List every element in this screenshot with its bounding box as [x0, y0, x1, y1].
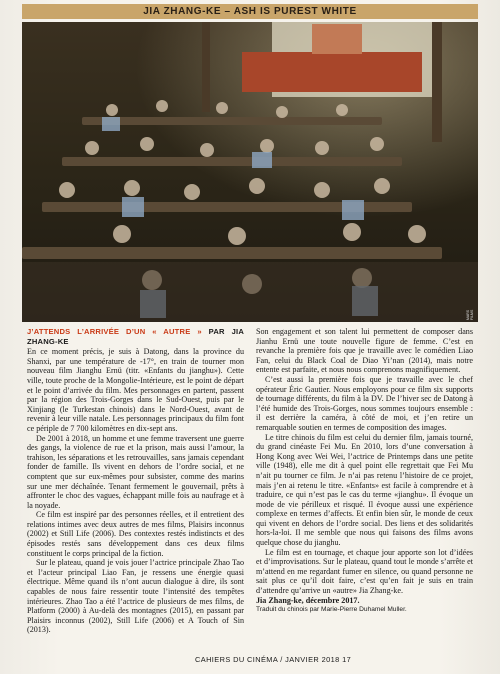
signature: Jia Zhang-ke, décembre 2017.	[256, 595, 360, 605]
paragraph: Le film est en tournage, et chaque jour apporte son lot d’idées et d’improvisations. Sur le plateau, quand tout le monde s’arrête et m’attend en me regardant fumer en silence, ou quand personne ne sait plus ce qu’il doit faire, c’est qu’en fait je suis en train d’attendre qu’arrive un «autre» Jia Zhang-ke.	[256, 547, 473, 596]
paragraph: De 2001 à 2018, un homme et une femme traversent une guerre des gangs, la violence de rue et la prison, mais aussi l’amour, la trahison, les séparations et les retrouvailles, sans jamais cependant fonder de famille. Ils vivent en dehors de l’ordre social, et ne comptent que sur eux-mêmes pour subsister, comme des marins sur une mer déchaînée. Tenant fermement le gouvernail, prêts à affronter le choc des vagues, échappant mille fois au naufrage et à la noyade.	[27, 433, 244, 510]
article-right-column	[256, 327, 473, 615]
page-header-title: JIA ZHANG-KE – ASH IS PUREST WHITE	[143, 6, 357, 17]
article-left-column	[27, 327, 244, 635]
page-footer: CAHIERS DU CINÉMA / JANVIER 2018 17	[195, 655, 352, 664]
article-kicker	[27, 327, 244, 346]
photo-credit: MARS FILMS	[466, 309, 474, 320]
paragraph: En ce moment précis, je suis à Datong, dans la province du Shanxi, par une température de -17°, en train de tourner mon nouveau film Jianghu Ernü (titr. «Enfants du jianghu»). Cette ville, toute proche de la Mongolie-Intérieure, est le point de départ et le point d’arrivée du film. Mes personnages en partent, passent par la région des Trois-Gorges dans le Sud-Ouest, puis par le Xinjiang (le Turkestan chinois) dans le Nord-Ouest, avant de revenir à leur ville natale. Les personnages principaux du film font ce périple de 7 700 kilomètres en dix-sept ans.	[27, 347, 244, 433]
film-still-photo	[22, 22, 478, 322]
paragraph: C’est aussi la première fois que je travaille avec le chef opérateur Éric Gautier. Nous employons pour ce film six supports de tournage différents, du film à la DV. De l’hiver sec de Datong à l’été humide des Trois-Gorges, nous sommes toujours ensemble : il est derrière la caméra, à côté de moi, et j’en retire un remarquable soutien en termes de composition des images.	[256, 374, 473, 432]
paragraph: Ce film est inspiré par des personnes réelles, et il entretient des relations intimes avec deux autres de mes films, Plaisirs inconnus (2002) et Still Life (2006). Des contextes restés indistincts et des épisodes restés sans développement dans ces deux films constituent le corps principal de la fiction.	[27, 510, 244, 558]
translation-credit: Traduit du chinois par Marie-Pierre Duhamel Muller.	[256, 606, 407, 614]
paragraph: Le titre chinois du film est celui du dernier film, jamais tourné, du grand cinéaste Fei Mu. En 2010, lors d’une conversation à Hong Kong avec Wei Wei, l’actrice de Printemps dans une petite ville (1948), elle me dit à quel point elle regrettait que Fei Mu n’ait pu tourner ce film. Je n’ai pas retenu l’histoire de ce projet, mais j’en ai retenu le titre. «Enfants» est facile à comprendre et à traduire, ce qui n’est pas le cas du terme «jianghu». Il évoque un mode de vie périlleux et risqué. Il évoque aussi une expérience complexe en termes d’affects. Et enfin bien sûr, le monde de ceux qui vivent en dehors de l’ordre social. Des liens et des solidarités hors-la-loi. Il me semble que nous qui faisons des films avons quelque chose du jianghu.	[256, 432, 473, 548]
paragraph: Son engagement et son talent lui permettent de composer dans Jianhu Ernü une toute nouvelle figure de femme. C’est en revanche la première fois que je travaille avec le comédien Liao Fan, celui du Black Coal de Diao Yi’nan (2014), mais notre entente est parfaite, et nous nous comprenons magnifiquement.	[256, 327, 473, 375]
kicker-title: J’ATTENDS L’ARRIVÉE D’UN « AUTRE »	[27, 327, 202, 336]
photo-image	[22, 22, 478, 322]
kicker-author: PAR JIA ZHANG-KE	[27, 327, 244, 346]
paragraph: Sur le plateau, quand je vois jouer l’actrice principale Zhao Tao et l’acteur principal Liao Fan, je ressens une énergie quasi électrique. Même quand ils n’ont aucun dialogue à dire, ils sont capables de nous faire ressentir toute l’intensité des tempêtes intérieures. Zhao Tao a été l’actrice de plusieurs de mes films, de Platform (2000) à Au-delà des montagnes (2015), en passant par Plaisirs inconnus (2002), Still Life (2006) et A Touch of Sin (2013).	[27, 558, 244, 635]
